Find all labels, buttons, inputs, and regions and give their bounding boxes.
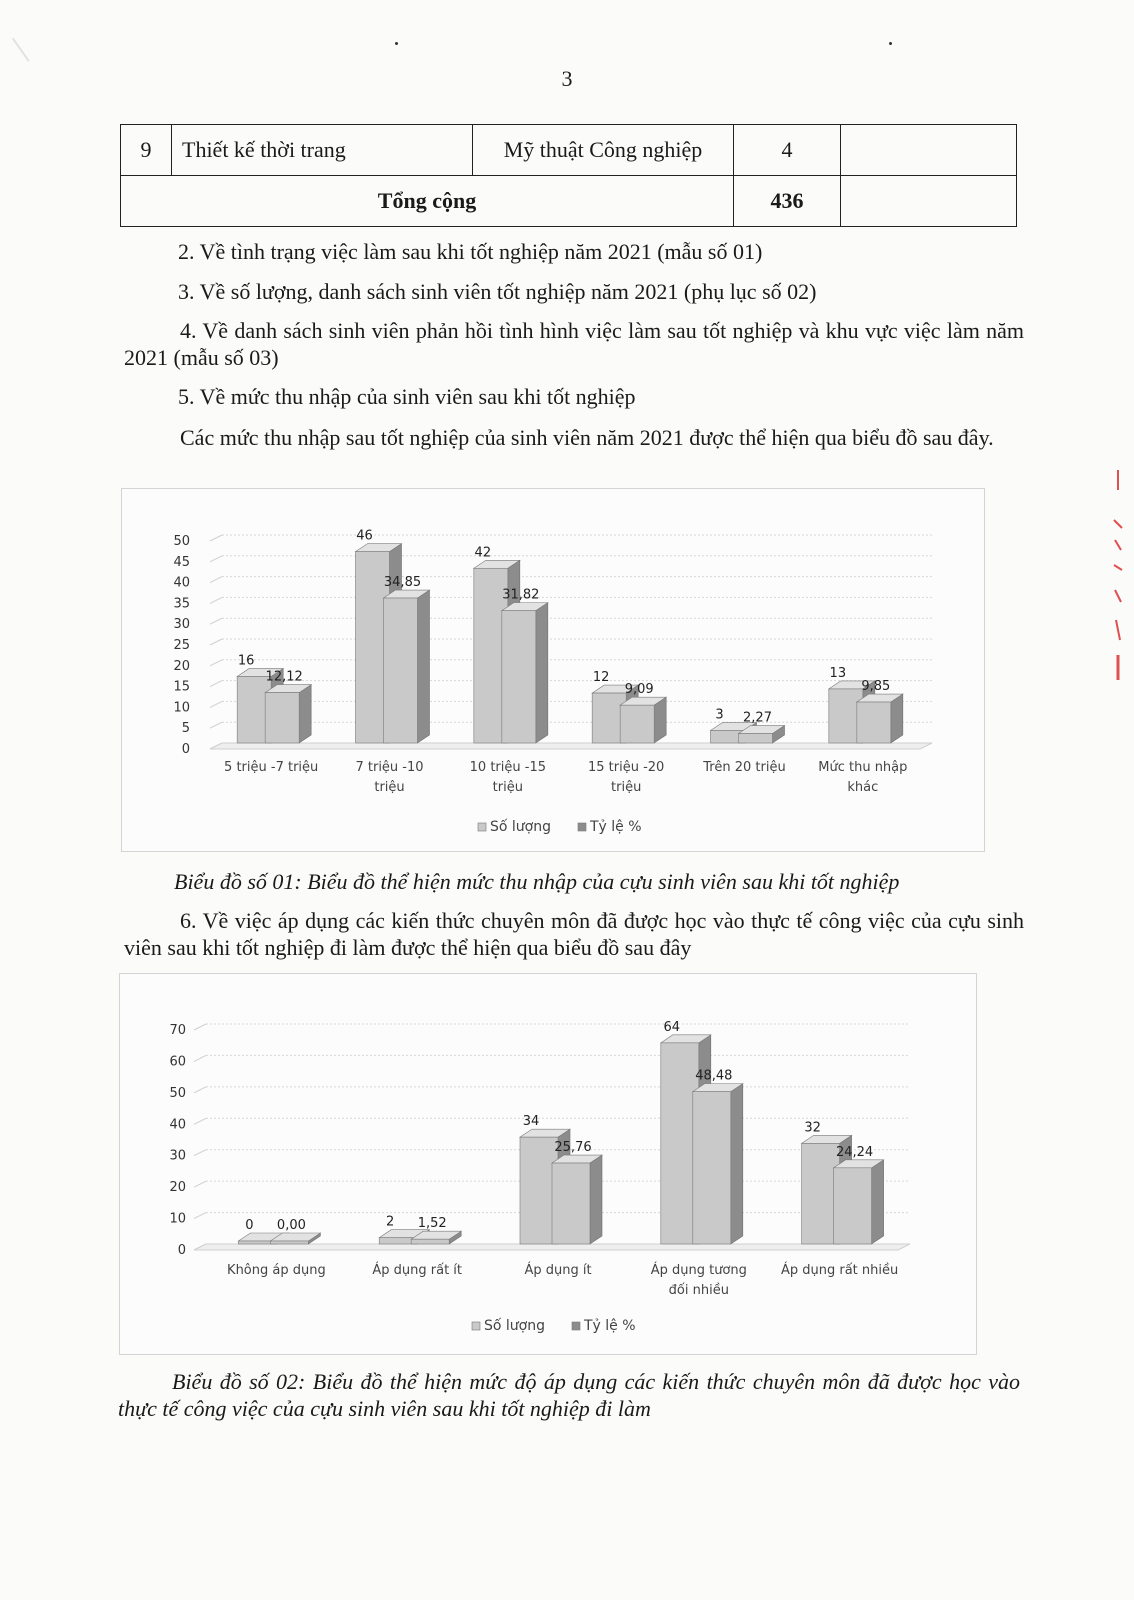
total-count: 436 xyxy=(734,176,841,227)
gridline-diagonal xyxy=(210,618,222,624)
y-tick-label: 70 xyxy=(169,1023,186,1038)
paragraph-4: 4. Về danh sách sinh viên phản hồi tình hình việc làm sau tốt nghiệp và khu vực việc làm năm 2021 (mẫu số 03) xyxy=(124,318,1024,370)
legend-swatch xyxy=(472,1322,480,1330)
note-cell xyxy=(841,125,1017,176)
x-tick-label: 7 triệu -10 xyxy=(355,760,424,775)
y-tick-label: 50 xyxy=(169,1085,186,1101)
y-tick-label: 10 xyxy=(169,1211,186,1227)
gridline-diagonal xyxy=(210,639,222,645)
gridline-diagonal xyxy=(194,1087,206,1093)
data-label: 25,76 xyxy=(554,1140,592,1156)
y-tick-label: 30 xyxy=(173,617,190,633)
paragraph-2: 2. Về tình trạng việc làm sau khi tốt nghiệp năm 2021 (mẫu số 01) xyxy=(178,239,763,264)
legend-entry: Tỷ lệ % xyxy=(590,819,642,835)
data-label: 9,09 xyxy=(624,682,654,698)
scan-corner-mark xyxy=(12,26,46,62)
data-label: 1,52 xyxy=(417,1216,447,1232)
data-label: 34,85 xyxy=(383,575,422,591)
x-tick-label: Mức thu nhập xyxy=(818,760,908,775)
bar-side xyxy=(418,590,430,743)
y-tick-label: 40 xyxy=(169,1117,186,1133)
bar-side xyxy=(590,1155,602,1244)
bar-side xyxy=(536,603,548,743)
paragraph-3: 3. Về số lượng, danh sách sinh viên tốt nghiệp năm 2021 (phụ lục số 02) xyxy=(178,279,817,304)
bar xyxy=(857,702,891,743)
y-tick-label: 10 xyxy=(173,700,190,716)
x-tick-label: 5 triệu -7 triệu xyxy=(224,760,319,775)
data-label: 0,00 xyxy=(276,1218,306,1233)
paragraph-5-intro: Các mức thu nhập sau tốt nghiệp của sinh viên năm 2021 được thể hiện qua biểu đồ sau đây. xyxy=(180,425,994,450)
bar-side xyxy=(872,1160,884,1244)
chart-2-caption: Biểu đồ số 02: Biểu đồ thể hiện mức độ áp dụng các kiến thức chuyên môn đã được học vào thực tế công việc của cựu sinh viên sau khi tốt nghiệp đi làm xyxy=(118,1369,1020,1421)
total-note-cell xyxy=(841,176,1017,227)
paragraph-5: 5. Về mức thu nhập của sinh viên sau khi tốt nghiệp xyxy=(178,384,636,409)
legend-swatch xyxy=(478,823,486,831)
x-tick-label: Không áp dụng xyxy=(227,1263,326,1278)
data-label: 12 xyxy=(592,670,610,686)
legend-swatch xyxy=(578,823,586,831)
table-row xyxy=(121,125,1017,176)
x-tick-label: Áp dụng tương xyxy=(650,1263,747,1278)
x-tick-label: 10 triệu -15 xyxy=(469,760,547,775)
x-tick-label: Trên 20 triệu xyxy=(703,760,786,775)
bar xyxy=(739,734,773,743)
data-label: 0 xyxy=(245,1218,254,1233)
scan-speck xyxy=(395,42,398,45)
data-label: 9,85 xyxy=(861,679,891,695)
page-number: 3 xyxy=(561,66,573,91)
data-label: 42 xyxy=(474,545,492,561)
data-label: 2,27 xyxy=(743,710,772,726)
scan-speck xyxy=(889,42,892,45)
data-label: 31,82 xyxy=(502,587,540,603)
bar xyxy=(834,1168,872,1244)
major-cell: Thiết kế thời trang xyxy=(172,125,473,176)
y-tick-label: 25 xyxy=(173,638,190,653)
paragraph-6: 6. Về việc áp dụng các kiến thức chuyên môn đã được học vào thực tế công việc của cựu sinh viên sau khi tốt nghiệp đi làm được thể hiện qua biểu đồ sau đây xyxy=(124,908,1024,960)
bar xyxy=(620,705,654,743)
y-tick-label: 20 xyxy=(173,658,190,674)
bar xyxy=(265,693,299,743)
chart-2-frame xyxy=(119,973,977,1355)
y-tick-label: 35 xyxy=(173,596,190,612)
faculty-cell: Mỹ thuật Công nghiệp xyxy=(473,125,734,176)
gridline-diagonal xyxy=(210,535,222,541)
data-label: 16 xyxy=(237,653,255,669)
count-cell: 4 xyxy=(734,125,841,176)
data-label: 24,24 xyxy=(835,1144,874,1160)
x-tick-label: triệu xyxy=(492,780,523,795)
gridline-diagonal xyxy=(194,1181,206,1187)
gridline-diagonal xyxy=(194,1024,206,1030)
x-tick-label: 15 triệu -20 xyxy=(587,760,665,775)
chart-1-caption: Biểu đồ số 01: Biểu đồ thể hiện mức thu nhập của cựu sinh viên sau khi tốt nghiệp xyxy=(174,869,900,894)
data-label: 13 xyxy=(829,665,847,681)
bar xyxy=(502,611,536,743)
gridline-diagonal xyxy=(210,577,222,583)
data-label: 12,12 xyxy=(265,669,303,685)
y-tick-label: 40 xyxy=(173,575,190,591)
gridline-diagonal xyxy=(194,1150,206,1156)
legend-entry: Tỷ lệ % xyxy=(584,1318,636,1334)
bar xyxy=(384,598,418,743)
data-label: 3 xyxy=(715,707,724,723)
gridline-diagonal xyxy=(194,1118,206,1124)
gridline-diagonal xyxy=(210,701,222,707)
gridline-diagonal xyxy=(210,722,222,728)
bar xyxy=(693,1092,731,1244)
chart-floor xyxy=(210,743,932,749)
x-tick-label: đối nhiều xyxy=(668,1283,729,1298)
data-label: 2 xyxy=(386,1214,395,1230)
y-tick-label: 0 xyxy=(181,742,190,757)
gridline-diagonal xyxy=(194,1055,206,1061)
knowledge-application-chart xyxy=(120,974,976,1354)
data-label: 64 xyxy=(663,1019,681,1035)
x-tick-label: Áp dụng rất nhiều xyxy=(780,1263,899,1278)
x-tick-label: Áp dụng ít xyxy=(524,1263,592,1278)
gridline-diagonal xyxy=(210,556,222,562)
y-tick-label: 30 xyxy=(169,1148,186,1164)
data-label: 48,48 xyxy=(695,1068,733,1084)
y-tick-label: 20 xyxy=(169,1180,186,1196)
gridline-diagonal xyxy=(210,681,222,687)
y-tick-label: 15 xyxy=(173,679,190,695)
gridline-diagonal xyxy=(194,1213,206,1219)
gridline-diagonal xyxy=(210,660,222,666)
data-label: 46 xyxy=(356,528,373,544)
bar xyxy=(552,1163,590,1244)
table-total-row xyxy=(121,176,1017,227)
bar-side xyxy=(299,685,311,743)
y-tick-label: 50 xyxy=(173,534,190,549)
gridline-diagonal xyxy=(210,597,222,603)
x-tick-label: khác xyxy=(847,780,879,795)
x-tick-label: triệu xyxy=(374,780,405,795)
income-chart xyxy=(122,489,984,851)
chart-1-frame xyxy=(121,488,985,852)
y-tick-label: 45 xyxy=(173,554,190,570)
y-tick-label: 0 xyxy=(177,1243,186,1258)
bar-side xyxy=(891,694,903,743)
data-label: 32 xyxy=(804,1120,821,1136)
bar-side xyxy=(731,1084,743,1244)
margin-stamp-mark xyxy=(1112,470,1124,680)
legend-entry: Số lượng xyxy=(484,1318,545,1334)
legend-swatch xyxy=(572,1322,580,1330)
y-tick-label: 60 xyxy=(169,1054,186,1070)
x-tick-label: triệu xyxy=(611,780,642,795)
row-number: 9 xyxy=(121,125,172,176)
x-tick-label: Áp dụng rất ít xyxy=(372,1263,463,1278)
y-tick-label: 5 xyxy=(181,721,190,737)
legend-entry: Số lượng xyxy=(490,819,551,835)
data-label: 34 xyxy=(522,1114,540,1130)
bar xyxy=(270,1241,308,1244)
chart-floor xyxy=(194,1244,910,1250)
total-label: Tổng cộng xyxy=(121,176,734,227)
bar xyxy=(411,1239,449,1244)
graduates-table xyxy=(120,124,1017,227)
